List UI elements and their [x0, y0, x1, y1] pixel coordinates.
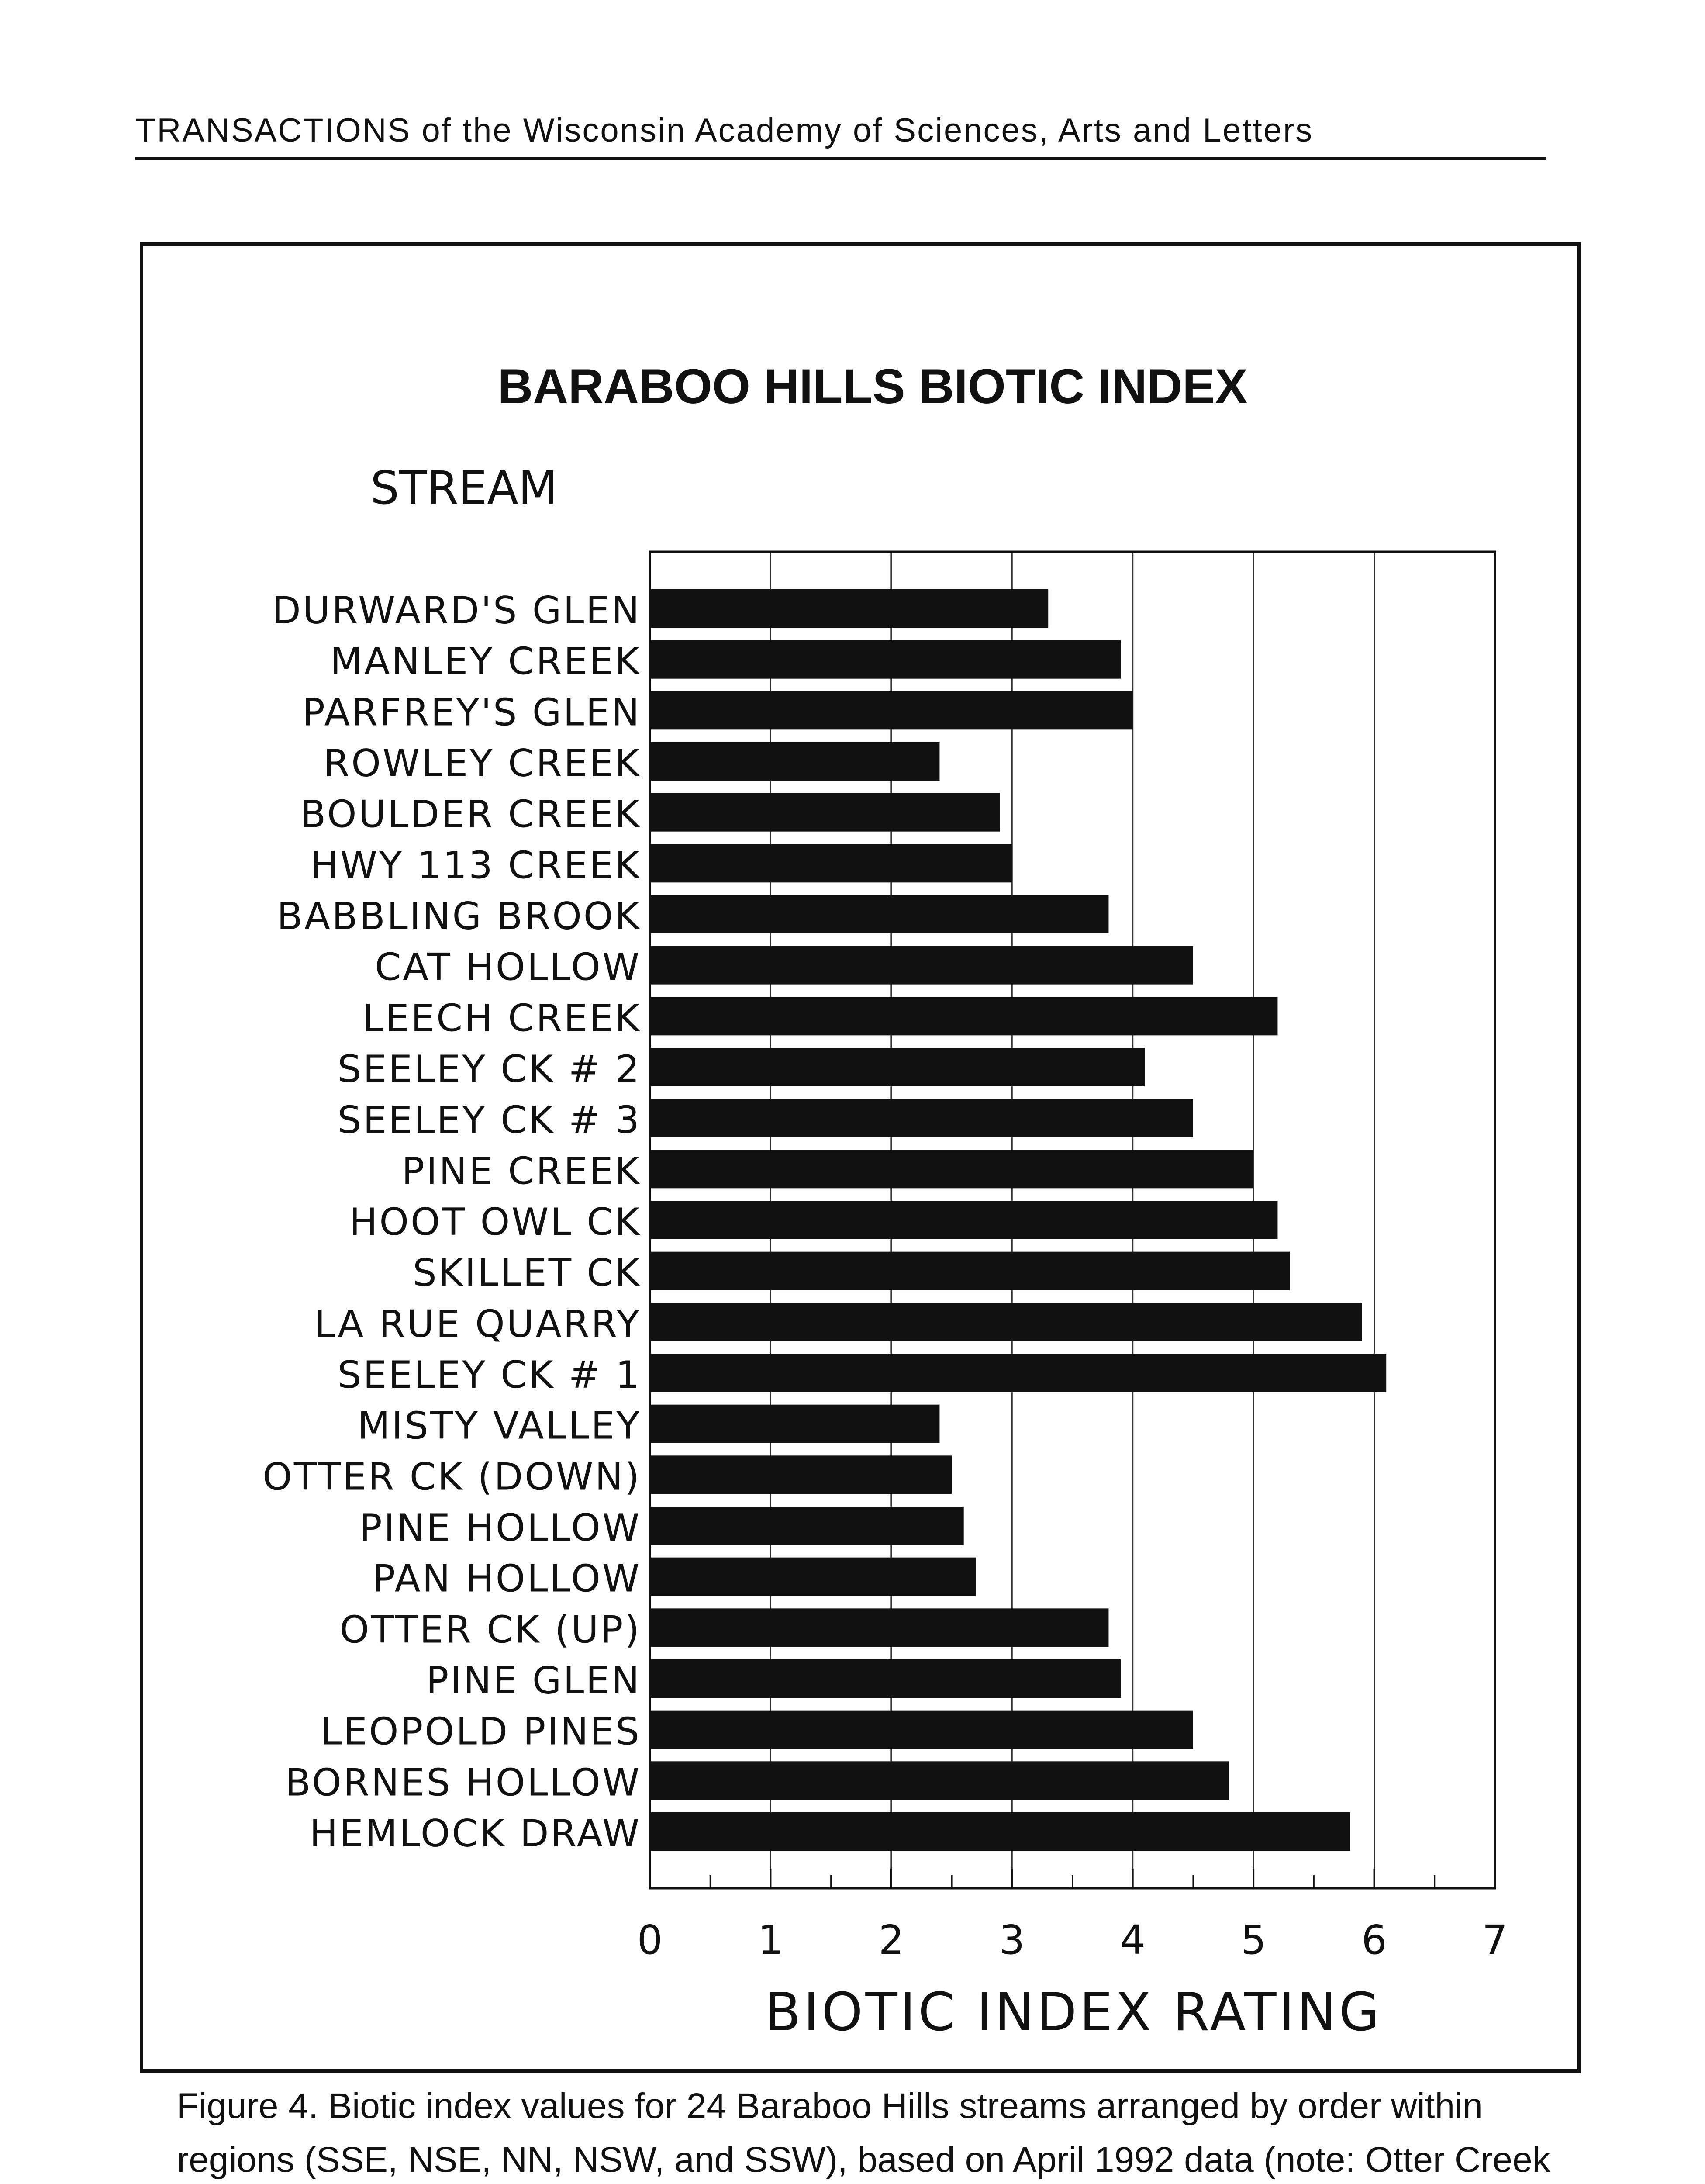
bar [650, 1812, 1350, 1851]
y-axis-label: STREAM [370, 461, 558, 515]
bar [650, 1761, 1229, 1800]
bar [650, 1558, 976, 1596]
category-label: LEECH CREEK [362, 996, 641, 1040]
x-tick-label: 6 [1361, 1917, 1387, 1963]
category-label: MISTY VALLEY [357, 1404, 641, 1448]
category-label: BABBLING BROOK [277, 895, 641, 938]
category-label: SKILLET CK [413, 1251, 641, 1295]
category-label: LA RUE QUARRY [314, 1302, 641, 1346]
category-label: SEELEY CK # 2 [337, 1047, 641, 1091]
category-label: PINE HOLLOW [359, 1506, 641, 1550]
category-label: PINE GLEN [426, 1659, 641, 1703]
category-label: PINE CREEK [401, 1149, 641, 1193]
category-label: OTTER CK (DOWN) [262, 1455, 641, 1499]
header-rule [135, 157, 1546, 160]
category-label: BOULDER CREEK [300, 792, 641, 836]
figure-caption: Figure 4. Biotic index values for 24 Baraboo Hills streams arranged by order within regions (SSE, NSE, NN, NSW, and SSW), based on April 1992 data (note: Otter Creek [177, 2086, 1550, 2180]
bar [650, 1455, 952, 1494]
bars [650, 589, 1386, 1851]
bar [650, 895, 1108, 933]
bar [650, 997, 1277, 1035]
bar [650, 1201, 1277, 1239]
figure-frame [140, 242, 1581, 2073]
x-axis-label: BIOTIC INDEX RATING [765, 1982, 1382, 2043]
bar-chart [143, 246, 1577, 2069]
category-label: SEELEY CK # 3 [337, 1098, 641, 1142]
category-label: HOOT OWL CK [349, 1200, 641, 1244]
bar [650, 1405, 939, 1443]
category-label: LEOPOLD PINES [321, 1710, 641, 1754]
category-labels [262, 589, 641, 1856]
bar [650, 1659, 1121, 1698]
running-head: TRANSACTIONS of the Wisconsin Academy of Sciences, Arts and Letters [135, 112, 1314, 149]
x-tick-label: 1 [758, 1917, 783, 1963]
bar [650, 946, 1193, 985]
x-tick-label: 5 [1240, 1917, 1267, 1963]
chart-title: BARABOO HILLS BIOTIC INDEX [497, 359, 1248, 414]
bar [650, 691, 1133, 729]
category-label: DURWARD'S GLEN [272, 589, 641, 632]
bar [650, 1507, 964, 1545]
category-label: SEELEY CK # 1 [337, 1353, 641, 1397]
category-label: BORNES HOLLOW [285, 1761, 641, 1805]
x-tick-label: 3 [999, 1917, 1025, 1963]
category-label: HEMLOCK DRAW [309, 1812, 641, 1856]
category-label: HWY 113 CREEK [310, 843, 641, 888]
bar [650, 1354, 1386, 1392]
bar [650, 640, 1121, 679]
category-label: PAN HOLLOW [373, 1557, 641, 1601]
category-label: MANLEY CREEK [330, 639, 641, 684]
bar [650, 1608, 1108, 1647]
bar [650, 844, 1012, 882]
bar [650, 1303, 1362, 1341]
category-label: OTTER CK (UP) [339, 1608, 641, 1652]
category-label: PARFREY'S GLEN [302, 691, 641, 735]
x-tick-label: 0 [637, 1917, 663, 1963]
x-tick-label: 4 [1120, 1917, 1146, 1963]
bar [650, 1252, 1290, 1290]
bar [650, 1099, 1193, 1137]
bar [650, 1711, 1193, 1749]
bar [650, 793, 1000, 832]
x-axis-ticks [637, 1869, 1508, 1963]
category-label: CAT HOLLOW [375, 945, 641, 989]
bar [650, 742, 939, 781]
x-tick-label: 2 [878, 1917, 904, 1963]
category-label: ROWLEY CREEK [323, 742, 641, 785]
x-tick-label: 7 [1482, 1917, 1508, 1963]
bar [650, 1048, 1145, 1086]
bar [650, 589, 1048, 628]
bar [650, 1150, 1253, 1188]
